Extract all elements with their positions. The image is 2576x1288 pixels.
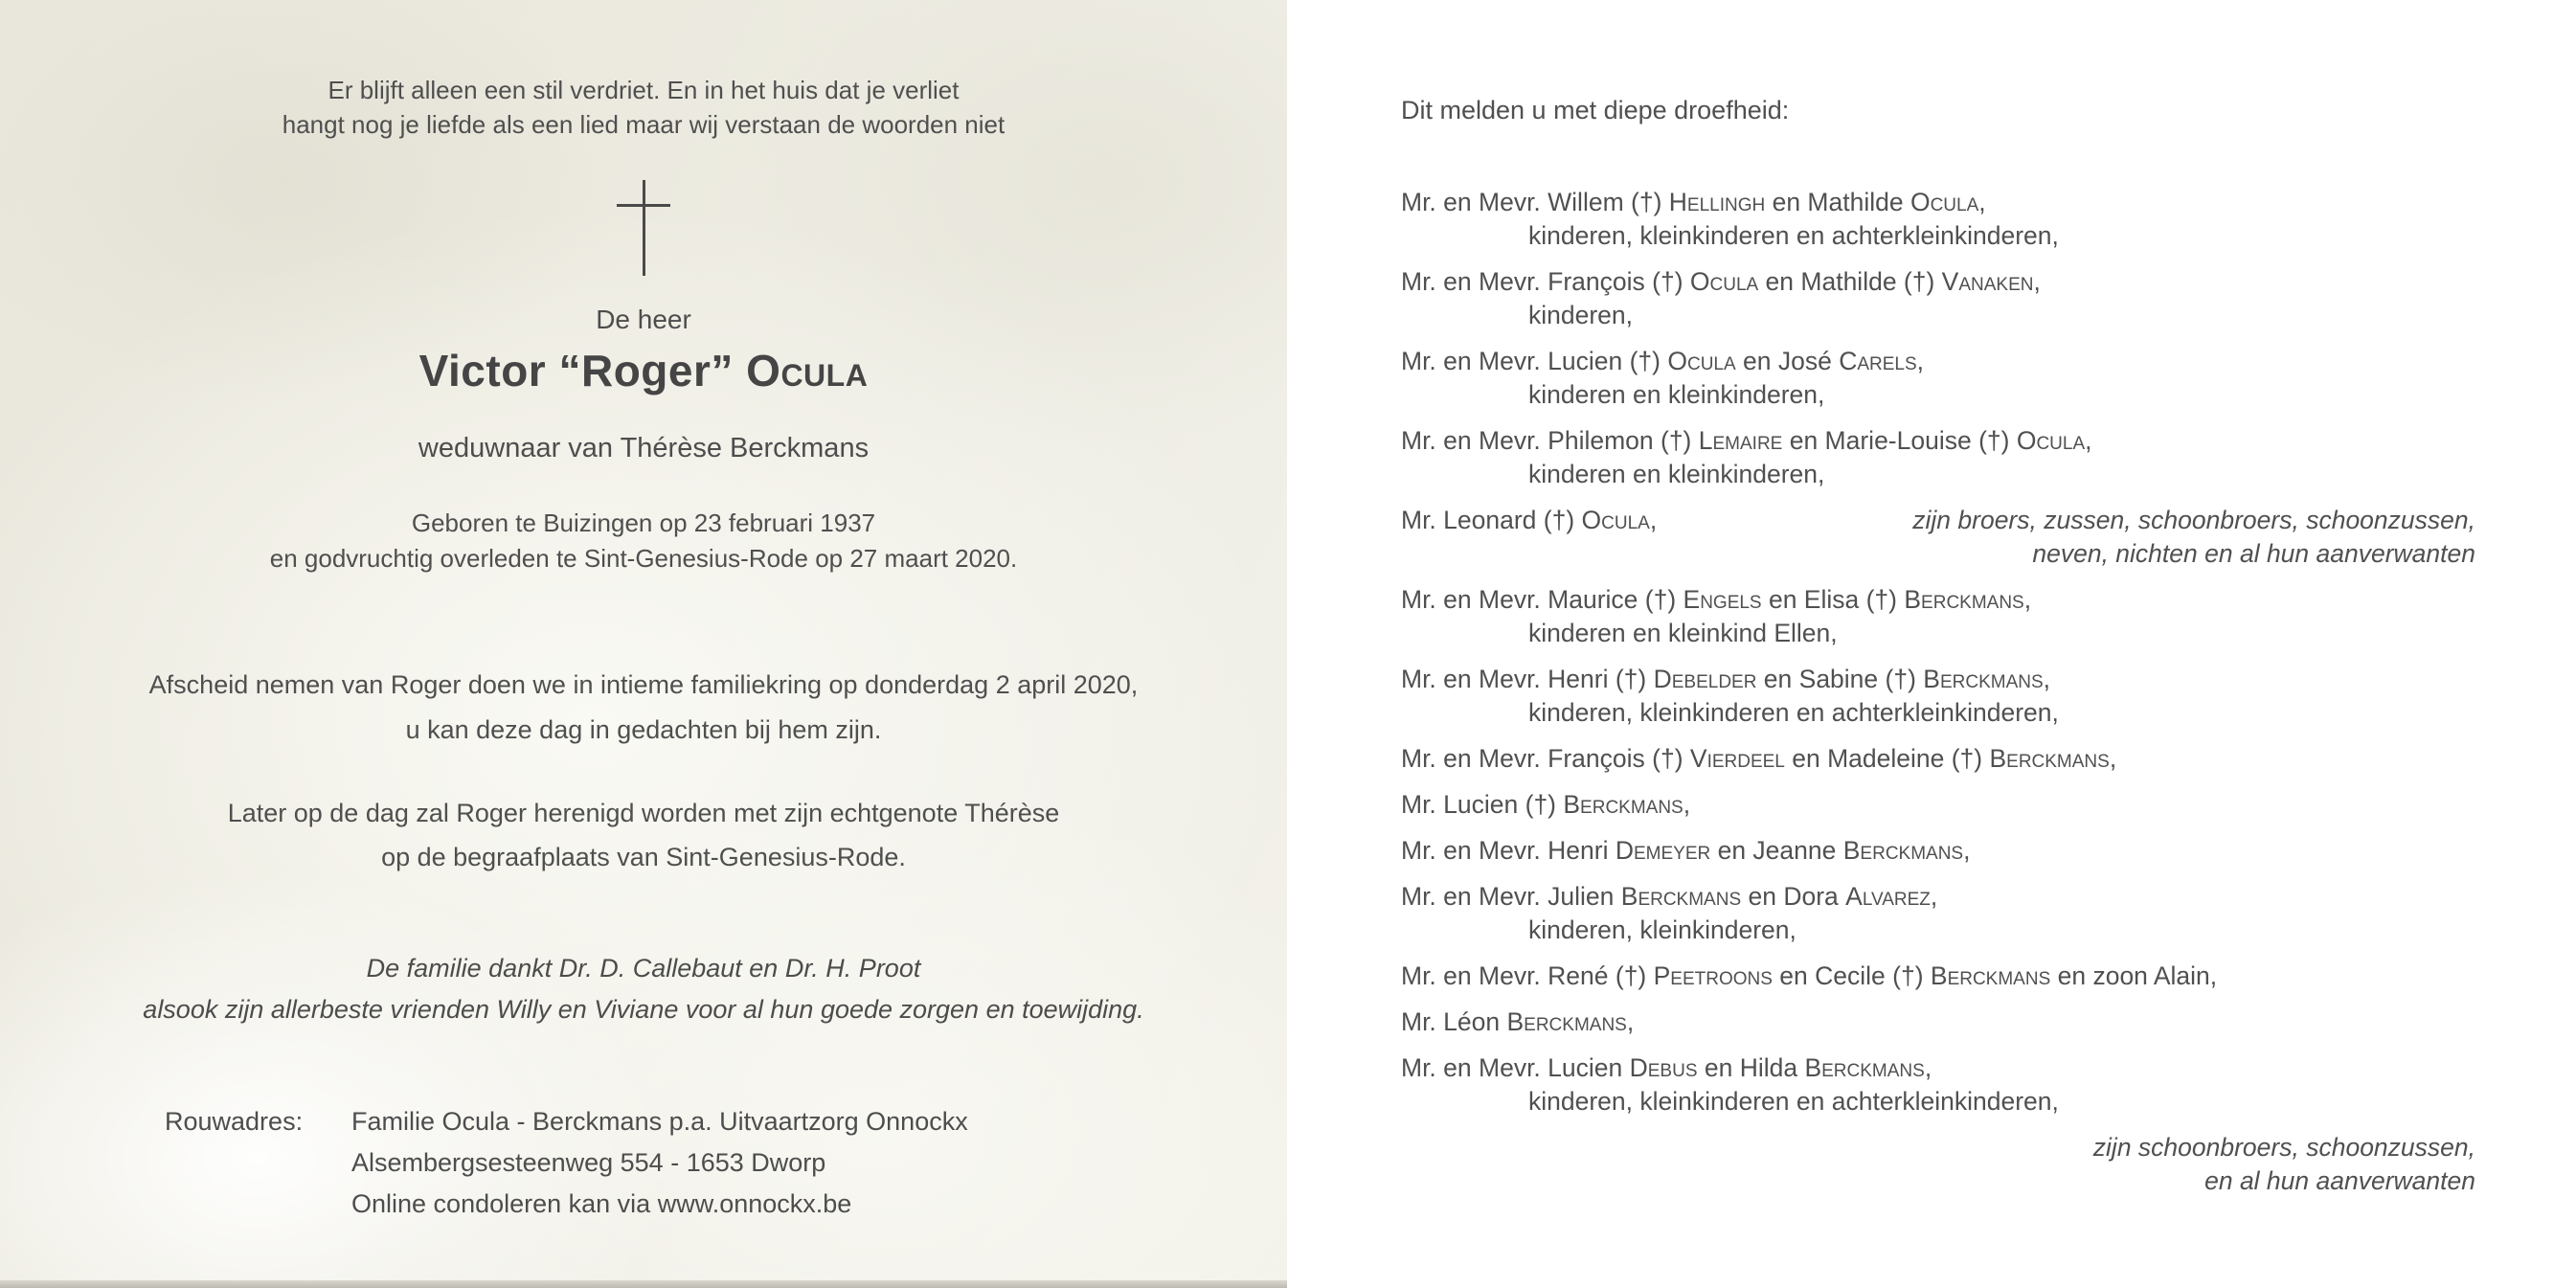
family-entry — [1401, 424, 2475, 491]
family-entry — [1401, 583, 2475, 650]
family-entry-names: Mr. en Mevr. Lucien (†) Ocula en José Carels, — [1401, 347, 1925, 375]
family-entry — [1401, 345, 2475, 412]
family-entry-names: Mr. en Mevr. François (†) Ocula en Mathilde (†) Vanaken, — [1401, 267, 2041, 296]
mourning-address-label: Rouwadres: — [165, 1107, 304, 1136]
family-entry — [1401, 742, 2475, 776]
thanks-line-1: De familie dankt Dr. D. Callebaut en Dr. H. Proot — [366, 954, 921, 983]
card-front-page — [0, 0, 1287, 1288]
family-entry — [1401, 880, 2475, 947]
closing-relation-note — [1401, 1131, 2475, 1198]
family-entry-descendants: kinderen, kleinkinderen en achterkleinkinderen, — [1528, 1087, 2059, 1116]
announcement-intro: Dit melden u met diepe droefheid: — [1401, 96, 1790, 124]
family-entry-names: Mr. Lucien (†) Berckmans, — [1401, 790, 1691, 819]
family-entry-descendants: kinderen, kleinkinderen en achterkleinkinderen, — [1528, 221, 2059, 250]
farewell-line-1: Afscheid nemen van Roger doen we in intieme familiekring op donderdag 2 april 2020, — [148, 670, 1139, 699]
family-entry-descendants: kinderen en kleinkind Ellen, — [1528, 619, 1838, 647]
family-entry-names: Mr. Leonard (†) Ocula, — [1401, 506, 1658, 534]
reunion-line-2: op de begraafplaats van Sint-Genesius-Rode. — [381, 843, 906, 871]
farewell-notice — [0, 663, 1287, 753]
birth-line: Geboren te Buizingen op 23 februari 1937 — [411, 508, 876, 537]
family-entry — [1401, 834, 2475, 868]
family-entry — [1401, 504, 2475, 571]
closing-note-line-1: zijn schoonbroers, schoonzussen, — [2092, 1133, 2475, 1162]
birth-death-dates — [0, 506, 1287, 576]
deceased-name — [0, 345, 1287, 396]
cross-icon — [0, 180, 1287, 280]
family-entry — [1401, 1006, 2475, 1039]
family-entry — [1401, 186, 2475, 253]
farewell-line-2: u kan deze dag in gedachten bij hem zijn. — [405, 715, 882, 744]
mourning-address-line-3: Online condoleren kan via www.onnockx.be — [351, 1189, 852, 1218]
death-line: en godvruchtig overleden te Sint-Genesius-Rode op 27 maart 2020. — [269, 544, 1018, 573]
family-entry-names: Mr. en Mevr. Henri Demeyer en Jeanne Berckmans, — [1401, 836, 1971, 865]
closing-note-line-2: en al hun aanverwanten — [2204, 1166, 2475, 1195]
family-entry-names: Mr. Léon Berckmans, — [1401, 1007, 1635, 1036]
poem-line-1: Er blijft alleen een stil verdriet. En in het huis dat je verliet — [328, 76, 960, 104]
family-entry-descendants: kinderen en kleinkinderen, — [1528, 380, 1825, 409]
family-entry-descendants: kinderen, — [1528, 301, 1634, 329]
mourning-address — [165, 1101, 968, 1225]
family-entry-names: Mr. en Mevr. François (†) Vierdeel en Madeleine (†) Berckmans, — [1401, 744, 2117, 773]
mourning-address-line-2: Alsembergsesteenweg 554 - 1653 Dworp — [351, 1148, 826, 1177]
family-list — [1401, 186, 2475, 1198]
family-entry-names: Mr. en Mevr. Henri (†) Debelder en Sabine (†) Berckmans, — [1401, 665, 2051, 693]
family-entry-descendants: kinderen en kleinkinderen, — [1528, 460, 1825, 488]
relation-note: zijn broers, zussen, schoonbroers, schoonzussen, neven, nichten en al hun aanverwanten — [1912, 506, 2475, 568]
announcement-page — [1287, 0, 2576, 1288]
mourning-address-lines — [351, 1101, 968, 1225]
family-entry-names: Mr. en Mevr. Philemon (†) Lemaire en Marie-Louise (†) Ocula, — [1401, 426, 2092, 455]
reunion-line-1: Later op de dag zal Roger herenigd worden met zijn echtgenote Thérèse — [227, 799, 1060, 827]
deceased-last-name: Ocula — [746, 346, 869, 395]
thanks-line-2: alsook zijn allerbeste vrienden Willy en Viviane voor al hun goede zorgen en toewijding. — [143, 995, 1144, 1024]
poem-line-2: hangt nog je liefde als een lied maar wij verstaan de woorden niet — [282, 110, 1006, 139]
family-entry-names: Mr. en Mevr. Willem (†) Hellingh en Mathilde Ocula, — [1401, 188, 1986, 216]
family-entry — [1401, 663, 2475, 730]
family-entry-descendants: kinderen, kleinkinderen en achterkleinkinderen, — [1528, 698, 2059, 727]
family-entry-names: Mr. en Mevr. Julien Berckmans en Dora Alvarez, — [1401, 882, 1938, 911]
family-entry — [1401, 960, 2475, 993]
widower-line: weduwnaar van Thérèse Berckmans — [418, 433, 870, 463]
deceased-first-name: Victor “Roger” — [418, 346, 747, 395]
family-entry-names: Mr. en Mevr. Maurice (†) Engels en Elisa (†) Berckmans, — [1401, 585, 2032, 614]
family-entry — [1401, 788, 2475, 822]
salutation: De heer — [596, 305, 691, 334]
family-thanks — [0, 948, 1287, 1030]
mourning-address-line-1: Familie Ocula - Berckmans p.a. Uitvaartzorg Onnockx — [351, 1107, 968, 1136]
family-entry — [1401, 1051, 2475, 1119]
family-entry-descendants: kinderen, kleinkinderen, — [1528, 915, 1796, 944]
family-entry-names: Mr. en Mevr. René (†) Peetroons en Cecile (†) Berckmans en zoon Alain, — [1401, 961, 2218, 990]
reunion-notice — [0, 791, 1287, 879]
memorial-poem — [0, 73, 1287, 142]
family-entry — [1401, 265, 2475, 332]
family-entry-names: Mr. en Mevr. Lucien Debus en Hilda Berckmans, — [1401, 1053, 1932, 1082]
